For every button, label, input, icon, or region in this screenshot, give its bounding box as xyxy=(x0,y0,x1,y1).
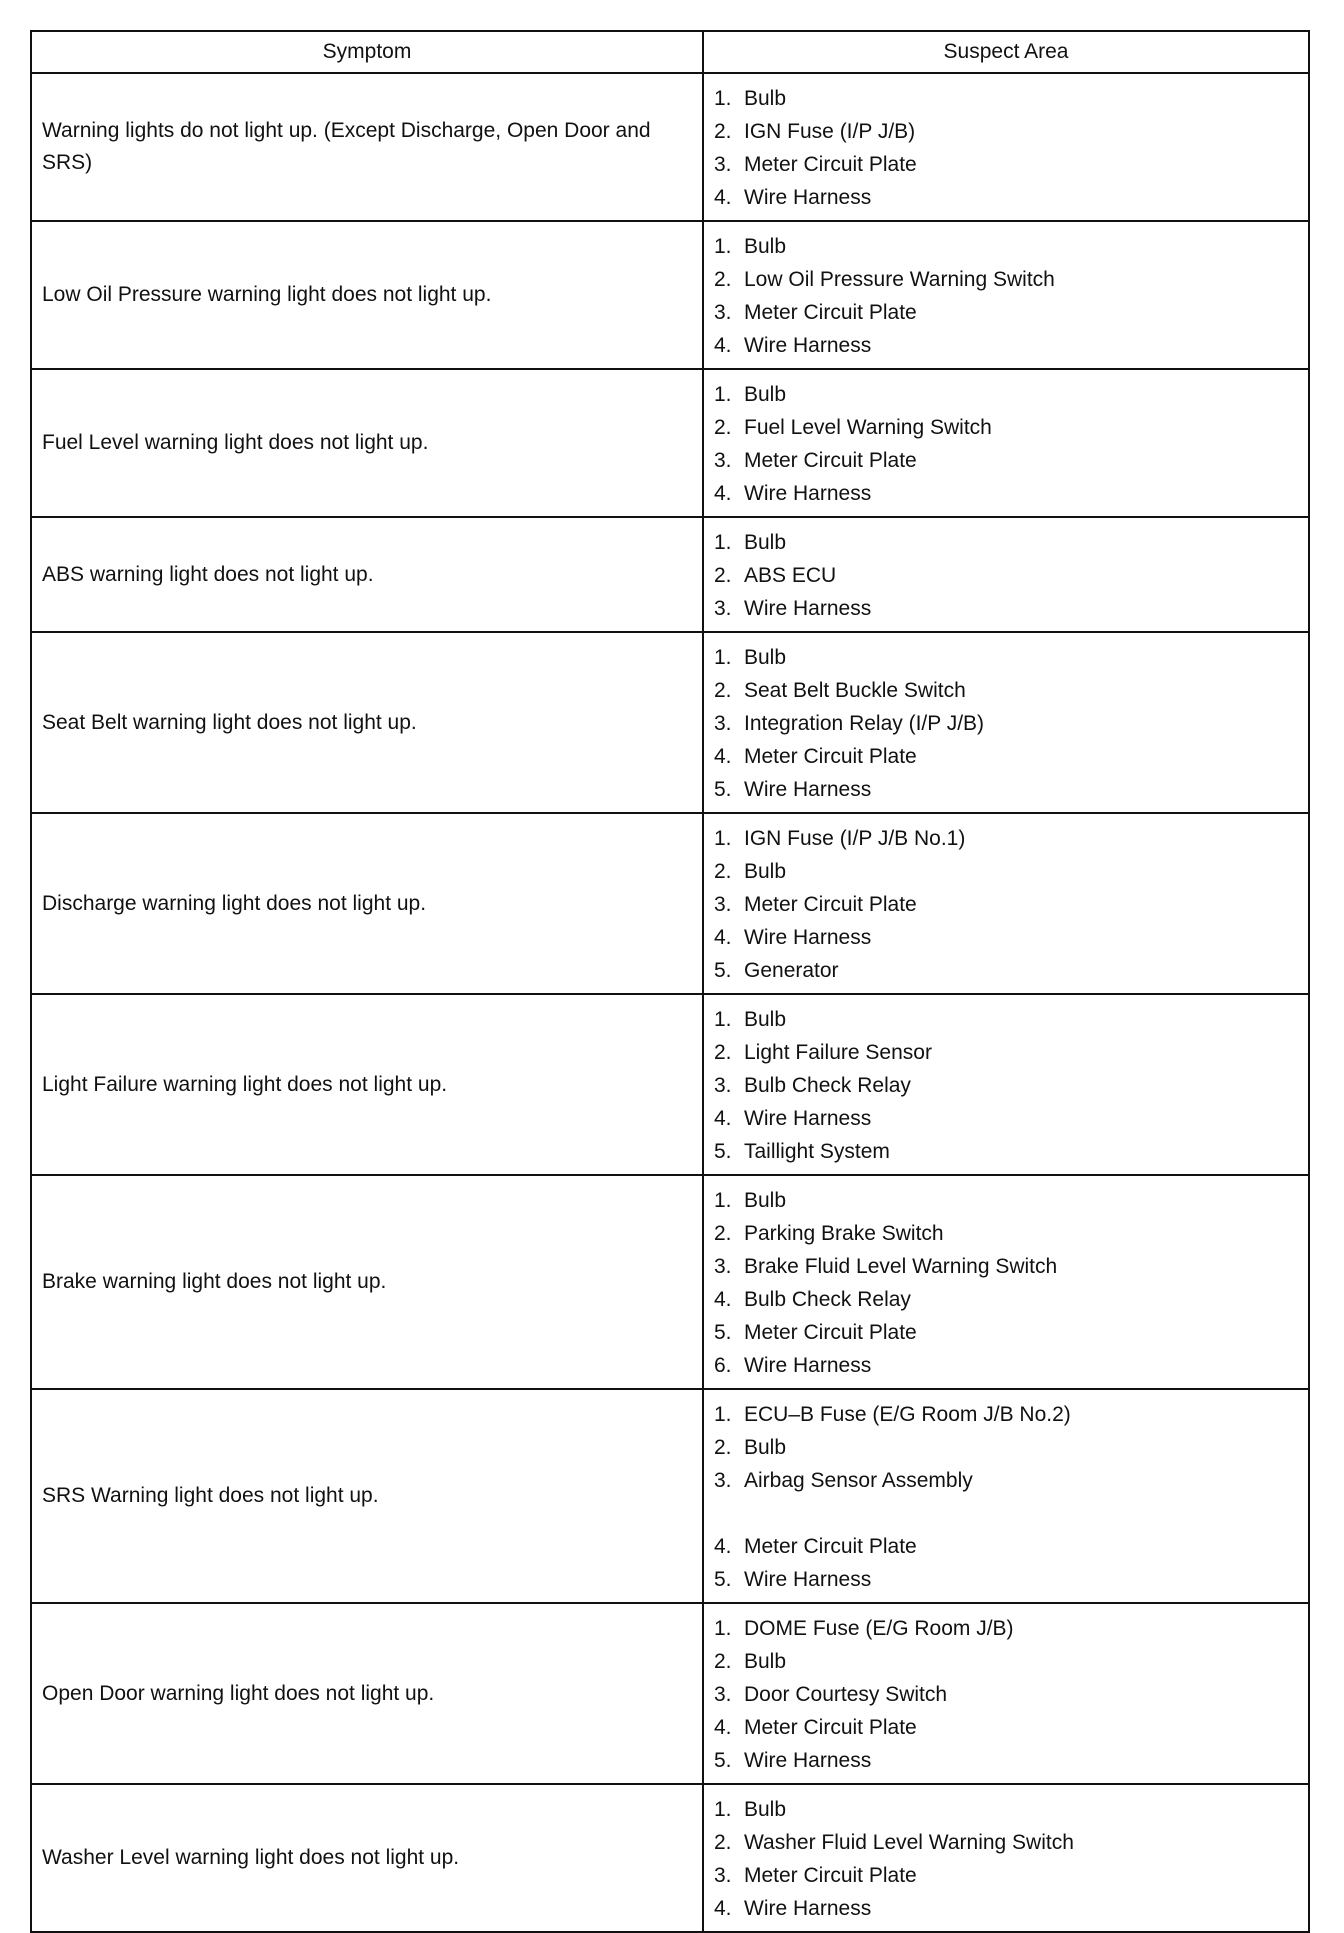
troubleshooting-table xyxy=(30,30,1310,1933)
item-number: 5. xyxy=(714,1321,732,1344)
symptom-cell: Light Failure warning light does not light up. xyxy=(31,994,703,1175)
item-number: 3. xyxy=(714,449,732,472)
item-text: IGN Fuse (I/P J/B) xyxy=(744,120,916,143)
item-text: Meter Circuit Plate xyxy=(744,893,917,916)
item-text: Bulb xyxy=(744,1798,787,1821)
suspect-area-item xyxy=(714,1283,1298,1316)
item-number: 3. xyxy=(714,597,732,620)
item-number: 2. xyxy=(714,1831,732,1854)
suspect-area-item xyxy=(714,773,1298,806)
symptom-header: Symptom xyxy=(31,31,703,73)
item-number: 4. xyxy=(714,745,732,768)
item-number: 5. xyxy=(714,959,732,982)
suspect-area-header: Suspect Area xyxy=(703,31,1309,73)
suspect-area-list xyxy=(714,641,1298,806)
item-text: Wire Harness xyxy=(744,1897,872,1920)
item-text: DOME Fuse (E/G Room J/B) xyxy=(744,1617,1014,1640)
suspect-area-item xyxy=(714,1102,1298,1135)
item-number: 1. xyxy=(714,1617,732,1640)
suspect-area-list xyxy=(714,1398,1298,1596)
item-text: Wire Harness xyxy=(744,1568,872,1591)
suspect-area-item xyxy=(714,1678,1298,1711)
item-number: 4. xyxy=(714,334,732,357)
suspect-area-item xyxy=(714,822,1298,855)
suspect-area-item xyxy=(714,296,1298,329)
item-text: Bulb Check Relay xyxy=(744,1288,911,1311)
suspect-area-item xyxy=(714,1398,1298,1431)
item-text: Airbag Sensor Assembly xyxy=(744,1469,973,1492)
suspect-area-list xyxy=(714,1003,1298,1168)
item-text: Taillight System xyxy=(744,1140,890,1163)
item-text: Wire Harness xyxy=(744,482,872,505)
suspect-area-item xyxy=(714,1793,1298,1826)
item-text: Wire Harness xyxy=(744,778,872,801)
suspect-area-cell xyxy=(703,632,1309,813)
item-number: 1. xyxy=(714,531,732,554)
item-text: Bulb xyxy=(744,87,787,110)
suspect-area-item xyxy=(714,1826,1298,1859)
item-text: Light Failure Sensor xyxy=(744,1041,932,1064)
item-number: 4. xyxy=(714,482,732,505)
item-text: Brake Fluid Level Warning Switch xyxy=(744,1255,1058,1278)
suspect-area-item xyxy=(714,1135,1298,1168)
item-text: Wire Harness xyxy=(744,1107,872,1130)
suspect-area-cell xyxy=(703,1603,1309,1784)
item-text: Meter Circuit Plate xyxy=(744,1535,917,1558)
item-text: Bulb xyxy=(744,235,787,258)
suspect-area-item xyxy=(714,1431,1298,1464)
suspect-area-list xyxy=(714,1184,1298,1382)
item-number: 1. xyxy=(714,1798,732,1821)
item-number: 2. xyxy=(714,1650,732,1673)
item-text: Bulb xyxy=(744,531,787,554)
suspect-area-item xyxy=(714,411,1298,444)
suspect-area-list xyxy=(714,1612,1298,1777)
item-text: Meter Circuit Plate xyxy=(744,745,917,768)
suspect-area-item xyxy=(714,1036,1298,1069)
item-number: 3. xyxy=(714,1074,732,1097)
item-number: 4. xyxy=(714,926,732,949)
suspect-area-item xyxy=(714,1349,1298,1382)
suspect-area-list xyxy=(714,230,1298,362)
header-row xyxy=(31,31,1309,73)
symptom-cell: Open Door warning light does not light up. xyxy=(31,1603,703,1784)
item-number: 2. xyxy=(714,1222,732,1245)
suspect-area-item xyxy=(714,1003,1298,1036)
item-text: Parking Brake Switch xyxy=(744,1222,944,1245)
item-text: Wire Harness xyxy=(744,186,872,209)
item-text: Washer Fluid Level Warning Switch xyxy=(744,1831,1074,1854)
suspect-area-cell xyxy=(703,1175,1309,1389)
item-number: 1. xyxy=(714,87,732,110)
item-number: 4. xyxy=(714,1107,732,1130)
symptom-cell: Fuel Level warning light does not light up. xyxy=(31,369,703,517)
item-number: 3. xyxy=(714,1255,732,1278)
suspect-area-item xyxy=(714,82,1298,115)
suspect-area-item xyxy=(714,181,1298,214)
suspect-area-item xyxy=(714,1563,1298,1596)
suspect-area-cell xyxy=(703,813,1309,994)
table-row xyxy=(31,369,1309,517)
item-text: Meter Circuit Plate xyxy=(744,153,917,176)
item-number: 1. xyxy=(714,1008,732,1031)
item-number: 4. xyxy=(714,186,732,209)
item-text: Fuel Level Warning Switch xyxy=(744,416,992,439)
suspect-area-item xyxy=(714,477,1298,510)
item-text: ABS ECU xyxy=(744,564,837,587)
suspect-area-item xyxy=(714,888,1298,921)
suspect-area-item xyxy=(714,444,1298,477)
item-text: Bulb xyxy=(744,1008,787,1031)
item-number: 2. xyxy=(714,564,732,587)
item-text: Door Courtesy Switch xyxy=(744,1683,948,1706)
suspect-area-list xyxy=(714,526,1298,625)
suspect-area-item xyxy=(714,921,1298,954)
symptom-cell: SRS Warning light does not light up. xyxy=(31,1389,703,1603)
suspect-area-list xyxy=(714,378,1298,510)
item-number: 2. xyxy=(714,679,732,702)
item-text: ECU–B Fuse (E/G Room J/B No.2) xyxy=(744,1403,1071,1426)
suspect-area-cell xyxy=(703,221,1309,369)
suspect-area-item xyxy=(714,115,1298,148)
item-text: Integration Relay (I/P J/B) xyxy=(744,712,985,735)
item-text: Low Oil Pressure Warning Switch xyxy=(744,268,1055,291)
suspect-area-item xyxy=(714,559,1298,592)
suspect-area-item xyxy=(714,1464,1298,1497)
item-text: Seat Belt Buckle Switch xyxy=(744,679,966,702)
item-number: 4. xyxy=(714,1716,732,1739)
table-row xyxy=(31,1603,1309,1784)
item-number: 2. xyxy=(714,1041,732,1064)
suspect-area-item xyxy=(714,1250,1298,1283)
suspect-area-cell xyxy=(703,1784,1309,1932)
table-row xyxy=(31,1175,1309,1389)
suspect-area-item xyxy=(714,1184,1298,1217)
suspect-area-item xyxy=(714,592,1298,625)
item-text: Bulb Check Relay xyxy=(744,1074,911,1097)
table-row xyxy=(31,73,1309,221)
item-text: Wire Harness xyxy=(744,1749,872,1772)
table-row xyxy=(31,517,1309,632)
suspect-area-item xyxy=(714,707,1298,740)
item-text: Wire Harness xyxy=(744,926,872,949)
item-number: 1. xyxy=(714,383,732,406)
suspect-area-item xyxy=(714,641,1298,674)
suspect-area-item xyxy=(714,1744,1298,1777)
item-text: Bulb xyxy=(744,1436,787,1459)
symptom-cell: Washer Level warning light does not light up. xyxy=(31,1784,703,1932)
item-number: 1. xyxy=(714,646,732,669)
item-text: Meter Circuit Plate xyxy=(744,1864,917,1887)
table-row xyxy=(31,1389,1309,1603)
item-number: 1. xyxy=(714,1189,732,1212)
item-number: 3. xyxy=(714,893,732,916)
item-text: Bulb xyxy=(744,860,787,883)
item-number: 2. xyxy=(714,120,732,143)
item-number: 5. xyxy=(714,778,732,801)
symptom-cell: Discharge warning light does not light up. xyxy=(31,813,703,994)
item-number: 3. xyxy=(714,1469,732,1492)
symptom-cell: Brake warning light does not light up. xyxy=(31,1175,703,1389)
table-body xyxy=(31,73,1309,1932)
item-number: 2. xyxy=(714,268,732,291)
suspect-area-item xyxy=(714,526,1298,559)
suspect-area-item xyxy=(714,855,1298,888)
symptom-cell: ABS warning light does not light up. xyxy=(31,517,703,632)
item-number: 1. xyxy=(714,235,732,258)
suspect-area-list xyxy=(714,82,1298,214)
item-text: Wire Harness xyxy=(744,1354,872,1377)
item-text: Meter Circuit Plate xyxy=(744,449,917,472)
suspect-area-item xyxy=(714,1892,1298,1925)
item-text: Wire Harness xyxy=(744,597,872,620)
table-row xyxy=(31,632,1309,813)
suspect-area-item xyxy=(714,230,1298,263)
item-number: 2. xyxy=(714,1436,732,1459)
suspect-area-item xyxy=(714,329,1298,362)
item-number: 1. xyxy=(714,1403,732,1426)
item-number: 5. xyxy=(714,1749,732,1772)
symptom-cell: Warning lights do not light up. (Except Discharge, Open Door and SRS) xyxy=(31,73,703,221)
item-number: 3. xyxy=(714,153,732,176)
suspect-area-item xyxy=(714,1217,1298,1250)
suspect-area-item xyxy=(714,954,1298,987)
suspect-area-item xyxy=(714,378,1298,411)
suspect-area-item xyxy=(714,148,1298,181)
suspect-area-item xyxy=(714,674,1298,707)
item-text: Bulb xyxy=(744,1189,787,1212)
item-number: 2. xyxy=(714,416,732,439)
suspect-area-item xyxy=(714,263,1298,296)
suspect-area-cell xyxy=(703,1389,1309,1603)
suspect-area-item xyxy=(714,1645,1298,1678)
item-text: Wire Harness xyxy=(744,334,872,357)
suspect-area-item xyxy=(714,1316,1298,1349)
item-text: Bulb xyxy=(744,383,787,406)
item-number: 3. xyxy=(714,301,732,324)
item-text: Meter Circuit Plate xyxy=(744,1716,917,1739)
item-number: 3. xyxy=(714,712,732,735)
symptom-cell: Low Oil Pressure warning light does not light up. xyxy=(31,221,703,369)
suspect-area-cell xyxy=(703,994,1309,1175)
item-number: 6. xyxy=(714,1354,732,1377)
item-text: Generator xyxy=(744,959,839,982)
table-row xyxy=(31,221,1309,369)
suspect-area-list xyxy=(714,1793,1298,1925)
item-number: 2. xyxy=(714,860,732,883)
symptom-cell: Seat Belt warning light does not light up. xyxy=(31,632,703,813)
item-text: Meter Circuit Plate xyxy=(744,1321,917,1344)
suspect-area-item xyxy=(714,1530,1298,1563)
item-number: 3. xyxy=(714,1683,732,1706)
item-number: 4. xyxy=(714,1535,732,1558)
table-row xyxy=(31,813,1309,994)
suspect-area-item xyxy=(714,1612,1298,1645)
suspect-area-item xyxy=(714,1859,1298,1892)
item-number: 5. xyxy=(714,1140,732,1163)
suspect-area-cell xyxy=(703,369,1309,517)
item-number: 5. xyxy=(714,1568,732,1591)
suspect-area-cell xyxy=(703,73,1309,221)
item-number: 4. xyxy=(714,1897,732,1920)
item-text: Meter Circuit Plate xyxy=(744,301,917,324)
suspect-area-item xyxy=(714,1711,1298,1744)
item-number: 4. xyxy=(714,1288,732,1311)
suspect-area-cell xyxy=(703,517,1309,632)
item-number: 3. xyxy=(714,1864,732,1887)
table-row xyxy=(31,1784,1309,1932)
suspect-area-list xyxy=(714,822,1298,987)
item-text: IGN Fuse (I/P J/B No.1) xyxy=(744,827,966,850)
suspect-area-item xyxy=(714,740,1298,773)
item-text: Bulb xyxy=(744,1650,787,1673)
suspect-area-item xyxy=(714,1069,1298,1102)
item-text: Bulb xyxy=(744,646,787,669)
item-number: 1. xyxy=(714,827,732,850)
table-row xyxy=(31,994,1309,1175)
